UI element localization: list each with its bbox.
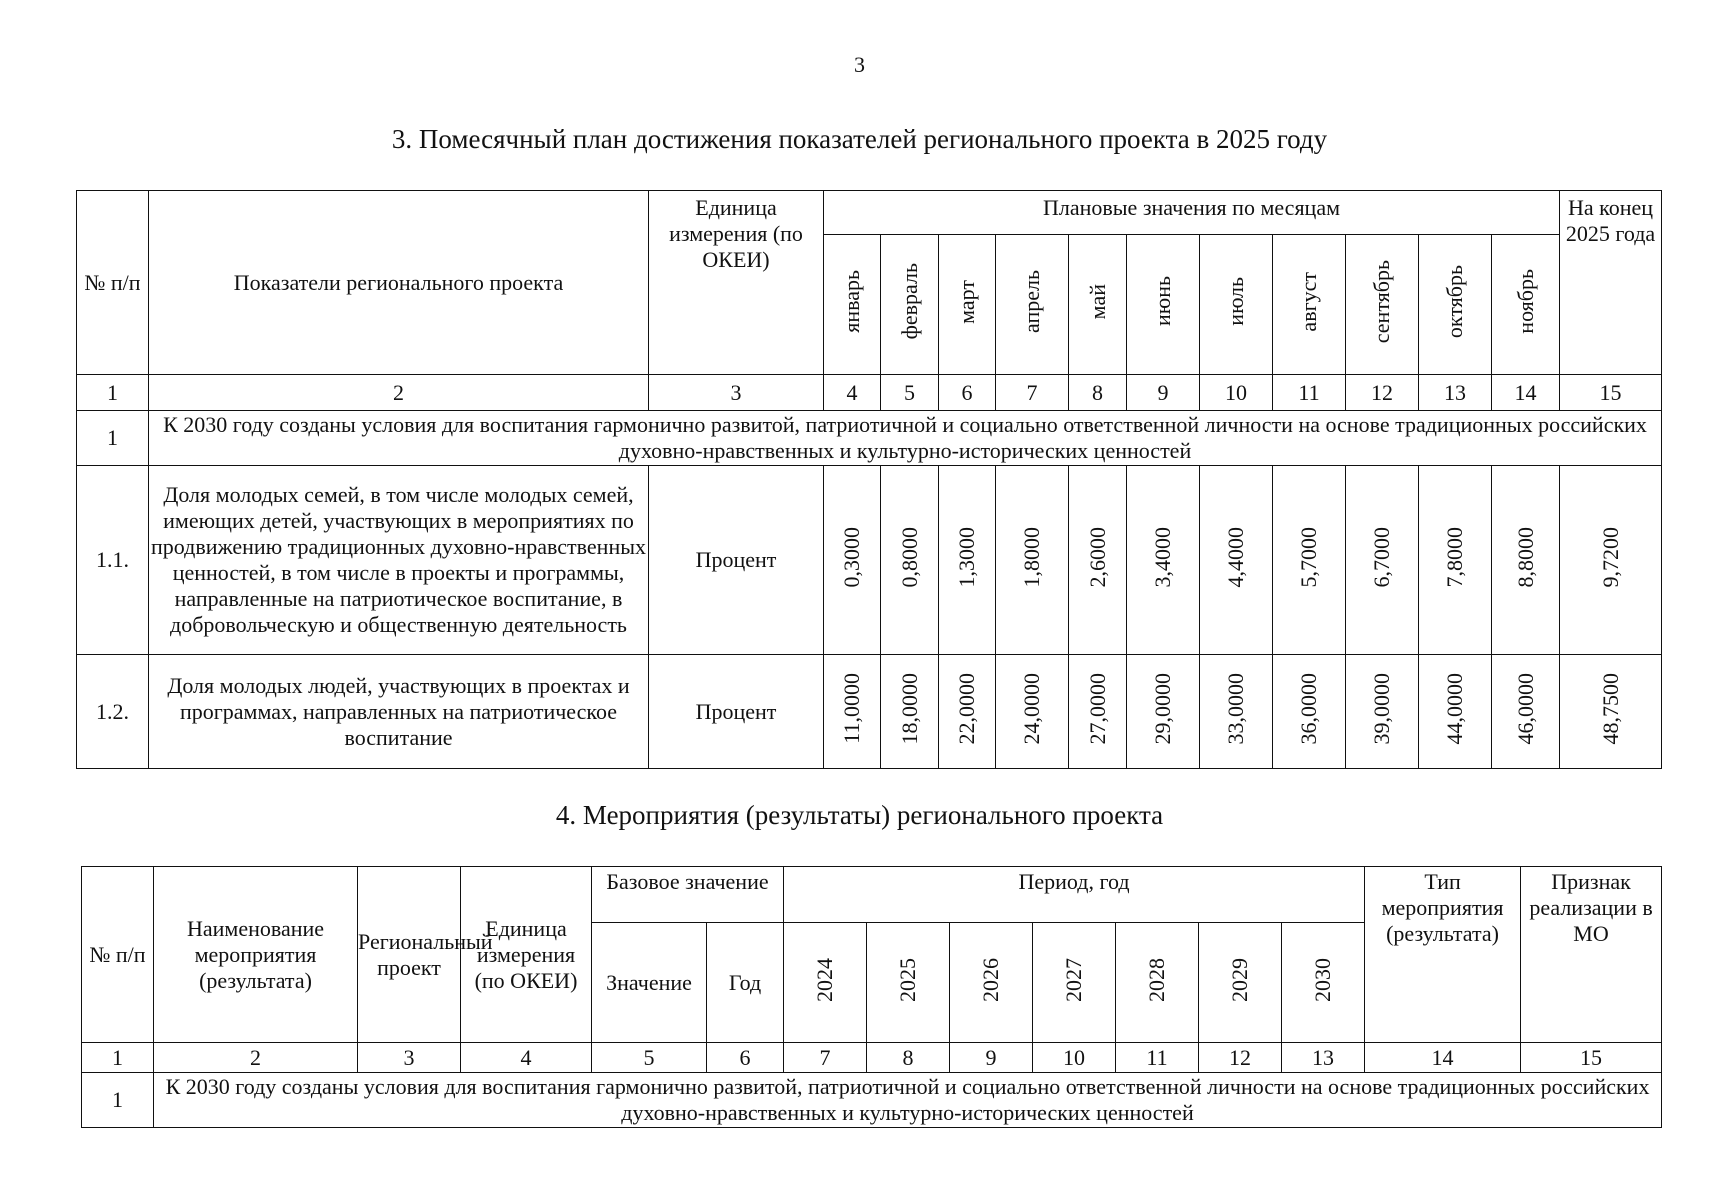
month-value <box>1069 466 1127 655</box>
month-value <box>939 655 996 769</box>
header-num: № п/п <box>77 191 149 375</box>
month-header <box>1069 235 1127 375</box>
column-number: 4 <box>824 375 881 411</box>
column-number: 1 <box>77 375 149 411</box>
indicator-unit: Процент <box>649 466 824 655</box>
month-header-text: январь <box>839 270 864 333</box>
month-value-text: 8,8000 <box>1512 526 1538 588</box>
goal-text: К 2030 году созданы условия для воспитания гармонично развитой, патриотичной и социально ответственной личности на основе традиционных российских духовно-нравственных и культурно-исторических ценностей <box>149 411 1662 466</box>
column-number: 12 <box>1199 1043 1282 1073</box>
column-number: 5 <box>592 1043 707 1073</box>
month-value <box>824 466 881 655</box>
month-value <box>881 466 939 655</box>
month-header <box>1419 235 1492 375</box>
month-value-text: 44,0000 <box>1442 672 1467 745</box>
month-value <box>1127 466 1200 655</box>
month-value-text: 0,3000 <box>839 526 864 588</box>
month-header <box>1346 235 1419 375</box>
end-value <box>1560 466 1662 655</box>
month-value <box>1492 466 1560 655</box>
month-header <box>1273 235 1346 375</box>
year-header-text: 2024 <box>812 957 837 1002</box>
year-header <box>867 923 950 1043</box>
monthly-plan-table <box>76 190 1662 769</box>
header-unit: Единица измерения (по ОКЕИ) <box>461 867 592 1043</box>
column-number: 2 <box>149 375 649 411</box>
month-value-text: 46,0000 <box>1512 672 1538 745</box>
month-value <box>939 466 996 655</box>
month-value-text: 1,8000 <box>1019 526 1044 588</box>
goal-text: К 2030 году созданы условия для воспитания гармонично развитой, патриотичной и социально ответственной личности на основе традиционных российских духовно-нравственных и культурно-исторических ценностей <box>154 1073 1662 1128</box>
year-header <box>1116 923 1199 1043</box>
month-value <box>1346 466 1419 655</box>
row-num: 1.1. <box>77 466 149 655</box>
column-number: 6 <box>939 375 996 411</box>
header-period: Период, год <box>784 867 1365 923</box>
events-table <box>81 866 1662 1128</box>
month-value-text: 11,0000 <box>839 673 864 744</box>
year-header <box>784 923 867 1043</box>
column-number: 3 <box>649 375 824 411</box>
header-base: Базовое значение <box>592 867 784 923</box>
year-header <box>1282 923 1365 1043</box>
month-value-text: 36,0000 <box>1296 672 1321 745</box>
month-header <box>1127 235 1200 375</box>
month-header <box>996 235 1069 375</box>
column-number: 9 <box>950 1043 1033 1073</box>
month-value-text: 3,4000 <box>1150 526 1175 588</box>
column-number: 10 <box>1200 375 1273 411</box>
month-value-text: 22,0000 <box>954 672 979 745</box>
header-base-year: Год <box>707 923 784 1043</box>
column-number: 3 <box>358 1043 461 1073</box>
header-sign: Признак реализации в МО <box>1521 867 1662 1043</box>
month-value <box>1419 655 1492 769</box>
month-value-text: 6,7000 <box>1369 526 1394 588</box>
month-value <box>1273 466 1346 655</box>
month-value-text: 1,3000 <box>954 526 979 588</box>
column-number: 11 <box>1116 1043 1199 1073</box>
month-value <box>996 655 1069 769</box>
month-value-text: 39,0000 <box>1369 672 1394 745</box>
column-number: 5 <box>881 375 939 411</box>
month-header-text: февраль <box>896 263 922 340</box>
month-value <box>881 655 939 769</box>
column-number: 7 <box>996 375 1069 411</box>
year-header <box>1033 923 1116 1043</box>
year-header <box>950 923 1033 1043</box>
year-header-text: 2027 <box>1061 957 1086 1002</box>
month-value-text: 2,6000 <box>1084 526 1110 588</box>
month-header-text: март <box>954 279 979 324</box>
month-value <box>1419 466 1492 655</box>
year-header-text: 2025 <box>895 957 920 1002</box>
column-number: 11 <box>1273 375 1346 411</box>
year-header-text: 2026 <box>978 957 1003 1002</box>
column-number: 9 <box>1127 375 1200 411</box>
month-header <box>824 235 881 375</box>
year-header-text: 2030 <box>1310 957 1336 1002</box>
month-value-text: 4,4000 <box>1223 526 1248 588</box>
year-header-text: 2029 <box>1227 957 1252 1002</box>
header-type: Тип мероприятия (результата) <box>1365 867 1521 1043</box>
column-number: 8 <box>867 1043 950 1073</box>
header-regional: Региональный проект <box>358 867 461 1043</box>
month-value <box>1069 655 1127 769</box>
section-4-title: 4. Мероприятия (результаты) регионального проекта <box>555 800 1164 830</box>
month-value <box>1273 655 1346 769</box>
month-header <box>1492 235 1560 375</box>
header-indicator: Показатели регионального проекта <box>149 191 649 375</box>
header-num: № п/п <box>82 867 154 1043</box>
month-value-text: 27,0000 <box>1084 672 1110 745</box>
indicator-unit: Процент <box>649 655 824 769</box>
month-value <box>1200 655 1273 769</box>
month-header-text: ноябрь <box>1512 269 1538 334</box>
month-value-text: 29,0000 <box>1150 672 1175 745</box>
column-number: 13 <box>1419 375 1492 411</box>
month-value-text: 33,0000 <box>1223 672 1248 745</box>
month-value-text: 5,7000 <box>1296 526 1321 588</box>
column-number: 1 <box>82 1043 154 1073</box>
header-base-value: Значение <box>592 923 707 1043</box>
column-number: 2 <box>154 1043 358 1073</box>
page-number: 3 <box>854 52 865 77</box>
month-value-text: 18,0000 <box>896 672 922 745</box>
year-header <box>1199 923 1282 1043</box>
month-value-text: 0,8000 <box>896 526 922 588</box>
indicator-name: Доля молодых людей, участвующих в проектах и программах, направленных на патриотическое воспитание <box>149 655 649 769</box>
column-number: 15 <box>1521 1043 1662 1073</box>
column-number: 10 <box>1033 1043 1116 1073</box>
header-unit: Единица измерения (по ОКЕИ) <box>649 191 824 375</box>
column-number: 6 <box>707 1043 784 1073</box>
end-value <box>1560 655 1662 769</box>
column-number: 4 <box>461 1043 592 1073</box>
column-number: 8 <box>1069 375 1127 411</box>
goal-num: 1 <box>77 411 149 466</box>
month-value <box>996 466 1069 655</box>
month-header-text: август <box>1296 271 1321 332</box>
month-value-text: 24,0000 <box>1019 672 1044 745</box>
end-value-text: 48,7500 <box>1597 672 1623 745</box>
header-end: На конец 2025 года <box>1560 191 1662 375</box>
column-number: 7 <box>784 1043 867 1073</box>
year-header-text: 2028 <box>1144 957 1169 1002</box>
end-value-text: 9,7200 <box>1597 526 1623 588</box>
month-header-text: сентябрь <box>1369 259 1394 344</box>
column-number: 13 <box>1282 1043 1365 1073</box>
column-number: 14 <box>1492 375 1560 411</box>
column-number: 12 <box>1346 375 1419 411</box>
indicator-name: Доля молодых семей, в том числе молодых семей, имеющих детей, участвующих в мероприятиях по продвижению традиционных духовно-нравственных ценностей, в том числе в проекты и программы, направленные на патриотическое воспитание, в добровольческую и общественную деятельность <box>149 466 649 655</box>
goal-num: 1 <box>82 1073 154 1128</box>
month-header <box>881 235 939 375</box>
month-header-text: июнь <box>1150 276 1175 327</box>
month-value <box>1200 466 1273 655</box>
column-number: 15 <box>1560 375 1662 411</box>
month-value-text: 7,8000 <box>1442 526 1467 588</box>
month-value <box>824 655 881 769</box>
month-header <box>939 235 996 375</box>
month-value <box>1127 655 1200 769</box>
month-header-text: октябрь <box>1442 264 1467 339</box>
month-header-text: май <box>1084 283 1110 320</box>
header-name: Наименование мероприятия (результата) <box>154 867 358 1043</box>
month-header-text: апрель <box>1019 269 1044 334</box>
month-value <box>1346 655 1419 769</box>
header-plan: Плановые значения по месяцам <box>824 191 1560 235</box>
column-number: 14 <box>1365 1043 1521 1073</box>
month-value <box>1492 655 1560 769</box>
row-num: 1.2. <box>77 655 149 769</box>
section-3-title: 3. Помесячный план достижения показателей регионального проекта в 2025 году <box>391 124 1328 154</box>
month-header-text: июль <box>1223 277 1248 326</box>
month-header <box>1200 235 1273 375</box>
